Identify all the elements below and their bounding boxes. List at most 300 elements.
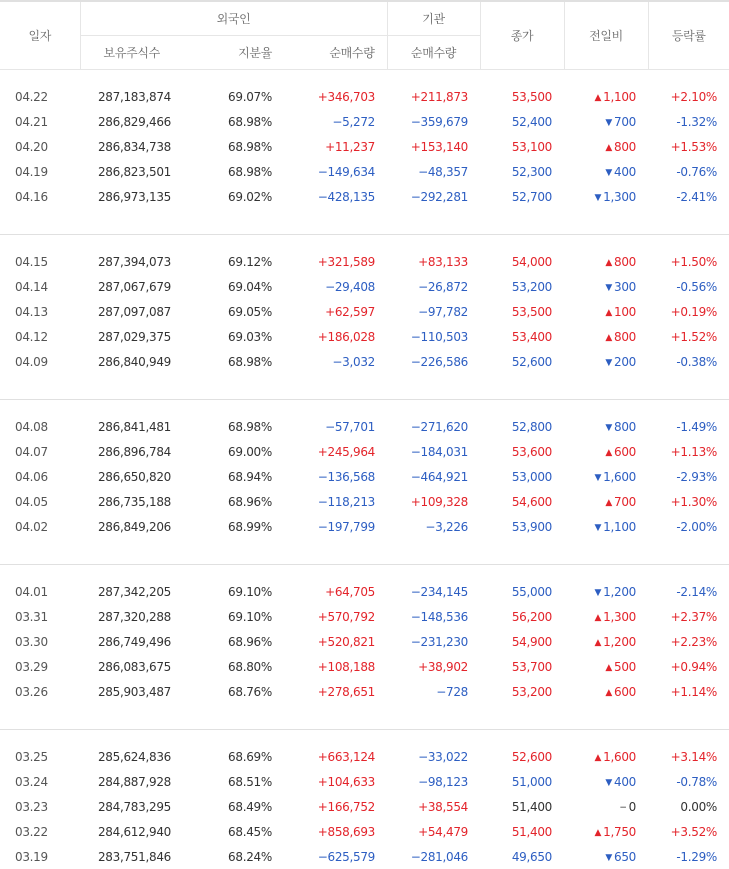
cell-date: 04.08: [0, 414, 80, 439]
cell-rate: +1.50%: [648, 249, 729, 274]
cell-change: [564, 744, 648, 769]
cell-rate: +1.14%: [648, 679, 729, 704]
cell-close: 51,400: [480, 794, 564, 819]
cell-foreign-net: +858,693: [284, 819, 387, 844]
spacer-row: [0, 70, 729, 85]
cell-share: 69.10%: [183, 604, 284, 629]
cell-date: 03.30: [0, 629, 80, 654]
cell-close: 55,000: [480, 579, 564, 604]
cell-rate: -2.00%: [648, 514, 729, 539]
cell-inst-net: −33,022: [387, 744, 480, 769]
cell-inst-net: −48,357: [387, 159, 480, 184]
cell-change: [564, 489, 648, 514]
cell-inst-net: −234,145: [387, 579, 480, 604]
header-institution: 기관: [387, 1, 480, 36]
table-row: [0, 654, 729, 679]
cell-change: [564, 184, 648, 209]
table-row: [0, 604, 729, 629]
cell-holdings: 287,097,087: [80, 299, 183, 324]
change-value: 1,300: [603, 610, 636, 624]
table-row: [0, 819, 729, 844]
table-row: [0, 349, 729, 374]
cell-rate: 0.00%: [648, 794, 729, 819]
cell-share: 69.10%: [183, 579, 284, 604]
cell-close: 53,000: [480, 464, 564, 489]
table-row: [0, 414, 729, 439]
cell-share: 69.02%: [183, 184, 284, 209]
cell-change: [564, 439, 648, 464]
cell-foreign-net: −57,701: [284, 414, 387, 439]
spacer-row: [0, 235, 729, 249]
cell-change: [564, 844, 648, 869]
cell-date: 04.15: [0, 249, 80, 274]
table-row: [0, 84, 729, 109]
triangle-down-icon: ▼: [605, 168, 612, 178]
triangle-down-icon: ▼: [595, 588, 602, 598]
cell-date: 03.25: [0, 744, 80, 769]
change-value: 600: [614, 685, 636, 699]
cell-date: 04.06: [0, 464, 80, 489]
cell-change: [564, 159, 648, 184]
change-value: 1,300: [603, 190, 636, 204]
change-value: 300: [614, 280, 636, 294]
cell-close: 53,100: [480, 134, 564, 159]
table-row: [0, 249, 729, 274]
cell-rate: +0.94%: [648, 654, 729, 679]
cell-date: 04.21: [0, 109, 80, 134]
cell-change: [564, 324, 648, 349]
cell-change: [564, 679, 648, 704]
cell-share: 68.51%: [183, 769, 284, 794]
change-value: 1,750: [603, 825, 636, 839]
cell-close: 54,900: [480, 629, 564, 654]
cell-share: 68.24%: [183, 844, 284, 869]
cell-share: 68.69%: [183, 744, 284, 769]
cell-inst-net: +54,479: [387, 819, 480, 844]
change-value: 700: [614, 495, 636, 509]
cell-inst-net: +38,554: [387, 794, 480, 819]
cell-rate: +3.14%: [648, 744, 729, 769]
cell-change: [564, 604, 648, 629]
cell-inst-net: −184,031: [387, 439, 480, 464]
cell-date: 04.09: [0, 349, 80, 374]
cell-change: [564, 84, 648, 109]
triangle-up-icon: ▲: [605, 688, 612, 698]
cell-change: [564, 464, 648, 489]
cell-share: 69.04%: [183, 274, 284, 299]
cell-rate: -2.93%: [648, 464, 729, 489]
group-gap-cell: [0, 209, 729, 235]
cell-date: 04.20: [0, 134, 80, 159]
change-value: 650: [614, 850, 636, 864]
change-value: 800: [614, 255, 636, 269]
header-share: 지분율: [183, 36, 284, 70]
triangle-down-icon: ▼: [595, 523, 602, 533]
cell-holdings: 286,973,135: [80, 184, 183, 209]
table-row: [0, 744, 729, 769]
cell-rate: +2.10%: [648, 84, 729, 109]
triangle-up-icon: ▲: [595, 753, 602, 763]
table-row: [0, 769, 729, 794]
cell-foreign-net: +520,821: [284, 629, 387, 654]
cell-close: 53,400: [480, 324, 564, 349]
table-header: [0, 1, 729, 70]
cell-holdings: 286,841,481: [80, 414, 183, 439]
table-row: [0, 184, 729, 209]
cell-foreign-net: +64,705: [284, 579, 387, 604]
change-value: 800: [614, 330, 636, 344]
cell-foreign-net: +321,589: [284, 249, 387, 274]
cell-change: [564, 299, 648, 324]
cell-holdings: 286,834,738: [80, 134, 183, 159]
group-gap: [0, 374, 729, 400]
cell-foreign-net: +108,188: [284, 654, 387, 679]
cell-share: 68.45%: [183, 819, 284, 844]
table-row: [0, 794, 729, 819]
change-value: 1,200: [603, 585, 636, 599]
cell-date: 03.29: [0, 654, 80, 679]
triangle-up-icon: ▲: [595, 613, 602, 623]
cell-date: 04.01: [0, 579, 80, 604]
cell-rate: -1.29%: [648, 844, 729, 869]
change-value: 1,600: [603, 470, 636, 484]
cell-inst-net: −97,782: [387, 299, 480, 324]
cell-holdings: 286,840,949: [80, 349, 183, 374]
table-row: [0, 439, 729, 464]
change-value: 600: [614, 445, 636, 459]
table-row: [0, 629, 729, 654]
group-gap: [0, 539, 729, 565]
triangle-up-icon: ▲: [605, 333, 612, 343]
cell-inst-net: −226,586: [387, 349, 480, 374]
triangle-down-icon: ▼: [595, 193, 602, 203]
change-value: 1,600: [603, 750, 636, 764]
cell-foreign-net: −625,579: [284, 844, 387, 869]
cell-share: 68.98%: [183, 349, 284, 374]
cell-change: [564, 819, 648, 844]
cell-share: 69.05%: [183, 299, 284, 324]
change-value: 800: [614, 140, 636, 154]
cell-holdings: 284,783,295: [80, 794, 183, 819]
table-row: [0, 679, 729, 704]
table-row: [0, 274, 729, 299]
cell-close: 53,700: [480, 654, 564, 679]
cell-holdings: 286,749,496: [80, 629, 183, 654]
cell-inst-net: −98,123: [387, 769, 480, 794]
spacer-cell: [0, 70, 729, 85]
table-row: [0, 299, 729, 324]
cell-rate: -0.38%: [648, 349, 729, 374]
cell-rate: +1.52%: [648, 324, 729, 349]
change-value: 800: [614, 420, 636, 434]
cell-foreign-net: +166,752: [284, 794, 387, 819]
triangle-up-icon: ▲: [605, 258, 612, 268]
cell-close: 52,600: [480, 744, 564, 769]
cell-rate: +2.23%: [648, 629, 729, 654]
cell-rate: +3.52%: [648, 819, 729, 844]
cell-holdings: 285,624,836: [80, 744, 183, 769]
cell-change: [564, 654, 648, 679]
cell-foreign-net: −136,568: [284, 464, 387, 489]
cell-foreign-net: +346,703: [284, 84, 387, 109]
triangle-down-icon: ▼: [595, 473, 602, 483]
cell-change: [564, 514, 648, 539]
cell-rate: +2.37%: [648, 604, 729, 629]
cell-date: 04.13: [0, 299, 80, 324]
table-body: [0, 70, 729, 869]
triangle-down-icon: ▼: [605, 283, 612, 293]
table-row: [0, 489, 729, 514]
change-value: 700: [614, 115, 636, 129]
triangle-up-icon: ▲: [595, 638, 602, 648]
cell-share: 68.96%: [183, 629, 284, 654]
cell-date: 04.05: [0, 489, 80, 514]
cell-holdings: 286,849,206: [80, 514, 183, 539]
cell-foreign-net: +104,633: [284, 769, 387, 794]
cell-close: 52,600: [480, 349, 564, 374]
cell-inst-net: −231,230: [387, 629, 480, 654]
cell-holdings: 287,320,288: [80, 604, 183, 629]
cell-foreign-net: +570,792: [284, 604, 387, 629]
cell-share: 68.49%: [183, 794, 284, 819]
cell-close: 54,000: [480, 249, 564, 274]
cell-change: [564, 769, 648, 794]
cell-foreign-net: +245,964: [284, 439, 387, 464]
cell-close: 53,200: [480, 679, 564, 704]
cell-inst-net: +38,902: [387, 654, 480, 679]
triangle-down-icon: ▼: [605, 778, 612, 788]
cell-share: 68.80%: [183, 654, 284, 679]
header-close: 종가: [480, 1, 564, 70]
cell-date: 04.02: [0, 514, 80, 539]
triangle-up-icon: ▲: [605, 448, 612, 458]
cell-share: 68.98%: [183, 134, 284, 159]
cell-close: 53,600: [480, 439, 564, 464]
cell-inst-net: +153,140: [387, 134, 480, 159]
cell-date: 04.07: [0, 439, 80, 464]
spacer-cell: [0, 565, 729, 579]
triangle-down-icon: ▼: [605, 423, 612, 433]
cell-inst-net: −464,921: [387, 464, 480, 489]
cell-close: 49,650: [480, 844, 564, 869]
table-row: [0, 134, 729, 159]
cell-date: 03.23: [0, 794, 80, 819]
group-gap: [0, 704, 729, 730]
group-gap-cell: [0, 374, 729, 400]
spacer-cell: [0, 235, 729, 249]
cell-inst-net: −292,281: [387, 184, 480, 209]
cell-foreign-net: −428,135: [284, 184, 387, 209]
cell-close: 54,600: [480, 489, 564, 514]
header-inst-net: 순매수량: [387, 36, 480, 70]
cell-inst-net: −148,536: [387, 604, 480, 629]
table-row: [0, 159, 729, 184]
cell-change: [564, 414, 648, 439]
change-value: 200: [614, 355, 636, 369]
table-row: [0, 109, 729, 134]
cell-holdings: 284,887,928: [80, 769, 183, 794]
cell-date: 03.19: [0, 844, 80, 869]
cell-share: 69.07%: [183, 84, 284, 109]
cell-close: 53,900: [480, 514, 564, 539]
triangle-up-icon: ▲: [595, 828, 602, 838]
cell-share: 69.00%: [183, 439, 284, 464]
cell-foreign-net: −29,408: [284, 274, 387, 299]
cell-foreign-net: −5,272: [284, 109, 387, 134]
cell-holdings: 287,342,205: [80, 579, 183, 604]
triangle-up-icon: ▲: [605, 308, 612, 318]
cell-holdings: 287,067,679: [80, 274, 183, 299]
cell-share: 68.96%: [183, 489, 284, 514]
cell-change: [564, 134, 648, 159]
cell-inst-net: −281,046: [387, 844, 480, 869]
change-value: 1,100: [603, 90, 636, 104]
cell-share: 68.94%: [183, 464, 284, 489]
cell-share: 68.98%: [183, 414, 284, 439]
change-value: 500: [614, 660, 636, 674]
triangle-up-icon: ▲: [605, 663, 612, 673]
header-date: 일자: [0, 1, 80, 70]
cell-holdings: 286,650,820: [80, 464, 183, 489]
cell-holdings: 287,183,874: [80, 84, 183, 109]
cell-rate: -2.14%: [648, 579, 729, 604]
group-gap: [0, 209, 729, 235]
table-row: [0, 324, 729, 349]
triangle-up-icon: ▲: [605, 143, 612, 153]
cell-date: 03.22: [0, 819, 80, 844]
cell-holdings: 286,829,466: [80, 109, 183, 134]
cell-rate: -0.56%: [648, 274, 729, 299]
cell-rate: -0.78%: [648, 769, 729, 794]
table-row: [0, 579, 729, 604]
change-value: 400: [614, 165, 636, 179]
cell-foreign-net: −197,799: [284, 514, 387, 539]
cell-share: 68.98%: [183, 159, 284, 184]
cell-holdings: 286,896,784: [80, 439, 183, 464]
spacer-row: [0, 565, 729, 579]
cell-rate: -1.32%: [648, 109, 729, 134]
cell-rate: -0.76%: [648, 159, 729, 184]
cell-close: 51,000: [480, 769, 564, 794]
spacer-cell: [0, 400, 729, 414]
cell-change: [564, 579, 648, 604]
cell-rate: +0.19%: [648, 299, 729, 324]
change-value: 400: [614, 775, 636, 789]
cell-foreign-net: +278,651: [284, 679, 387, 704]
change-value: 0: [629, 800, 636, 814]
table-row: [0, 464, 729, 489]
table-row: [0, 514, 729, 539]
cell-inst-net: +109,328: [387, 489, 480, 514]
spacer-cell: [0, 730, 729, 744]
cell-holdings: 287,029,375: [80, 324, 183, 349]
cell-change: [564, 109, 648, 134]
cell-change: [564, 349, 648, 374]
cell-date: 03.26: [0, 679, 80, 704]
cell-close: 56,200: [480, 604, 564, 629]
cell-inst-net: −271,620: [387, 414, 480, 439]
cell-close: 53,500: [480, 84, 564, 109]
cell-share: 68.76%: [183, 679, 284, 704]
cell-date: 03.24: [0, 769, 80, 794]
cell-foreign-net: +186,028: [284, 324, 387, 349]
cell-holdings: 284,612,940: [80, 819, 183, 844]
cell-inst-net: −728: [387, 679, 480, 704]
cell-share: 69.12%: [183, 249, 284, 274]
cell-close: 52,400: [480, 109, 564, 134]
cell-foreign-net: −118,213: [284, 489, 387, 514]
cell-inst-net: +211,873: [387, 84, 480, 109]
cell-inst-net: −3,226: [387, 514, 480, 539]
cell-inst-net: −110,503: [387, 324, 480, 349]
cell-rate: +1.53%: [648, 134, 729, 159]
table-row: [0, 844, 729, 869]
cell-change: [564, 249, 648, 274]
group-gap-cell: [0, 539, 729, 565]
cell-foreign-net: −3,032: [284, 349, 387, 374]
cell-holdings: 286,735,188: [80, 489, 183, 514]
triangle-down-icon: ▼: [605, 118, 612, 128]
cell-date: 03.31: [0, 604, 80, 629]
cell-inst-net: −359,679: [387, 109, 480, 134]
cell-holdings: 286,823,501: [80, 159, 183, 184]
triangle-up-icon: ▲: [595, 93, 602, 103]
cell-close: 52,700: [480, 184, 564, 209]
cell-foreign-net: +11,237: [284, 134, 387, 159]
change-value: 100: [614, 305, 636, 319]
header-holdings: 보유주식수: [80, 36, 183, 70]
cell-rate: +1.30%: [648, 489, 729, 514]
cell-share: 68.99%: [183, 514, 284, 539]
cell-close: 53,200: [480, 274, 564, 299]
header-foreign-net: 순매수량: [284, 36, 387, 70]
cell-rate: -1.49%: [648, 414, 729, 439]
spacer-row: [0, 730, 729, 744]
change-value: 1,200: [603, 635, 636, 649]
dash-icon: −: [619, 803, 626, 813]
cell-date: 04.16: [0, 184, 80, 209]
cell-close: 52,800: [480, 414, 564, 439]
cell-holdings: 286,083,675: [80, 654, 183, 679]
cell-inst-net: −26,872: [387, 274, 480, 299]
cell-rate: +1.13%: [648, 439, 729, 464]
header-change: 전일비: [564, 1, 648, 70]
cell-date: 04.22: [0, 84, 80, 109]
cell-holdings: 287,394,073: [80, 249, 183, 274]
cell-change: [564, 274, 648, 299]
header-foreign: 외국인: [80, 1, 387, 36]
cell-foreign-net: +62,597: [284, 299, 387, 324]
cell-foreign-net: −149,634: [284, 159, 387, 184]
header-rate: 등락률: [648, 1, 729, 70]
triangle-up-icon: ▲: [605, 498, 612, 508]
cell-close: 51,400: [480, 819, 564, 844]
cell-date: 04.14: [0, 274, 80, 299]
cell-foreign-net: +663,124: [284, 744, 387, 769]
triangle-down-icon: ▼: [605, 358, 612, 368]
cell-share: 69.03%: [183, 324, 284, 349]
cell-change: [564, 794, 648, 819]
cell-holdings: 285,903,487: [80, 679, 183, 704]
spacer-row: [0, 400, 729, 414]
cell-close: 53,500: [480, 299, 564, 324]
cell-date: 04.12: [0, 324, 80, 349]
group-gap-cell: [0, 704, 729, 730]
cell-close: 52,300: [480, 159, 564, 184]
cell-share: 68.98%: [183, 109, 284, 134]
cell-change: [564, 629, 648, 654]
cell-date: 04.19: [0, 159, 80, 184]
